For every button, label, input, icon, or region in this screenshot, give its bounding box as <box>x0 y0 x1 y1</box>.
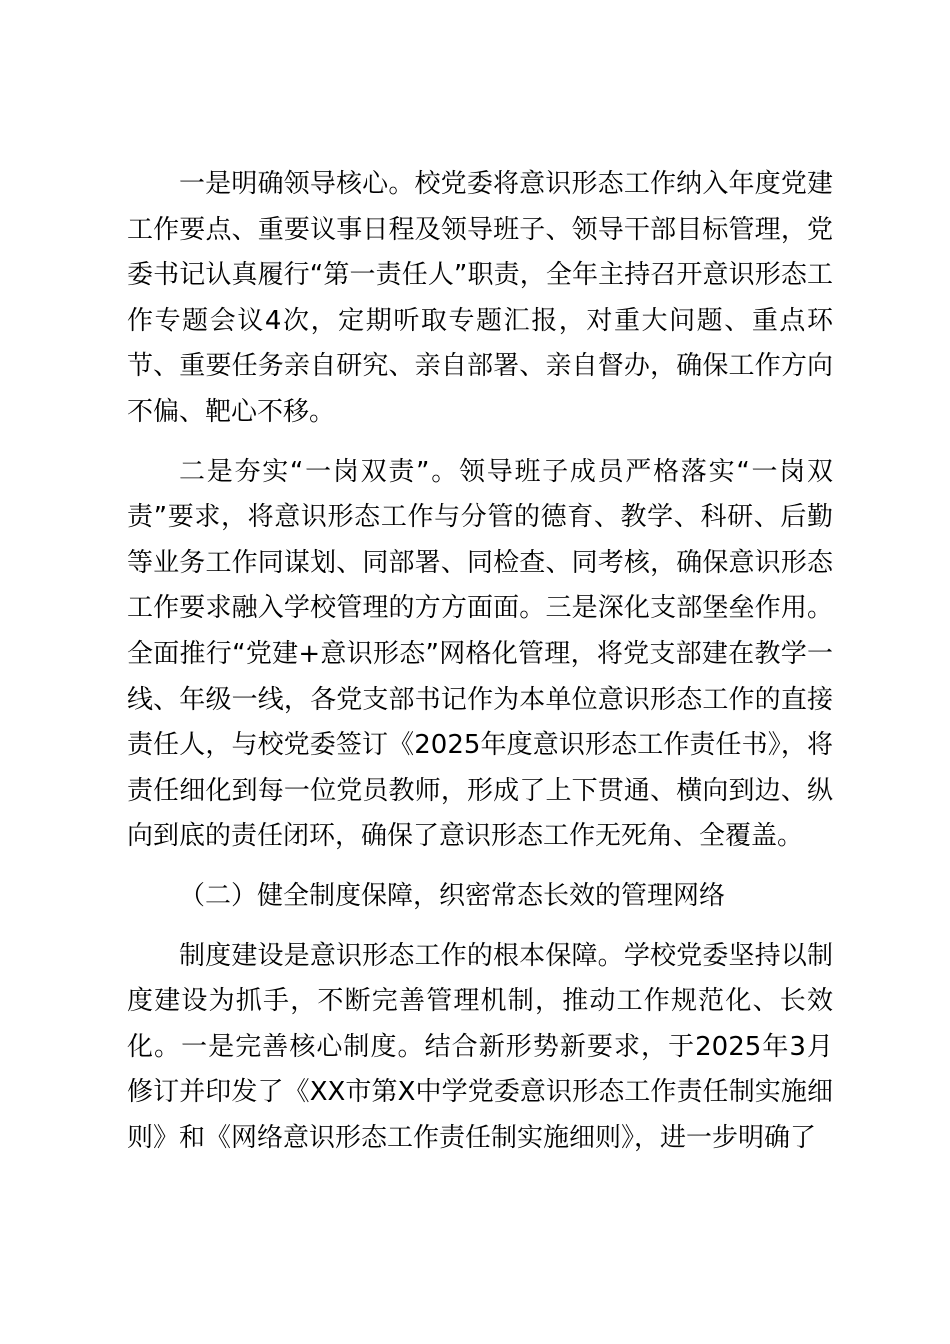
paragraph-leadership-core: 一是明确领导核心。校党委将意识形态工作纳入年度党建工作要点、重要议事日程及领导班子、领导干部目标管理，党委书记认真履行“第一责任人”职责，全年主持召开意识形态工作专题会议4次，定期听取专题汇报，对重大问题、重点环节、重要任务亲自研究、亲自部署、亲自督办，确保工作方向不偏、靶心不移。 <box>127 169 833 427</box>
section-heading: （二）健全制度保障，织密常态长效的管理网络 <box>179 880 726 911</box>
document-page <box>127 162 833 1175</box>
paragraph-system-building: 制度建设是意识形态工作的根本保障。学校党委坚持以制度建设为抓手，不断完善管理机制，推动工作规范化、长效化。一是完善核心制度。结合新形势新要求，于2025年3月修订并印发了《XX市第X中学党委意识形态工作责任制实施细则》和《网络意识形态工作责任制实施细则》，进一步明确了 <box>127 940 833 1153</box>
paragraph-dual-responsibility: 二是夯实“一岗双责”。领导班子成员严格落实“一岗双责”要求，将意识形态工作与分管的德育、教学、科研、后勤等业务工作同谋划、同部署、同检查、同考核，确保意识形态工作要求融入学校管理的方方面面。三是深化支部堡垒作用。全面推行“党建+意识形态”网格化管理，将党支部建在教学一线、年级一线，各党支部书记作为本单位意识形态工作的直接责任人，与校党委签订《2025年度意识形态工作责任书》，将责任细化到每一位党员教师，形成了上下贯通、横向到边、纵向到底的责任闭环，确保了意识形态工作无死角、全覆盖。 <box>127 456 833 852</box>
